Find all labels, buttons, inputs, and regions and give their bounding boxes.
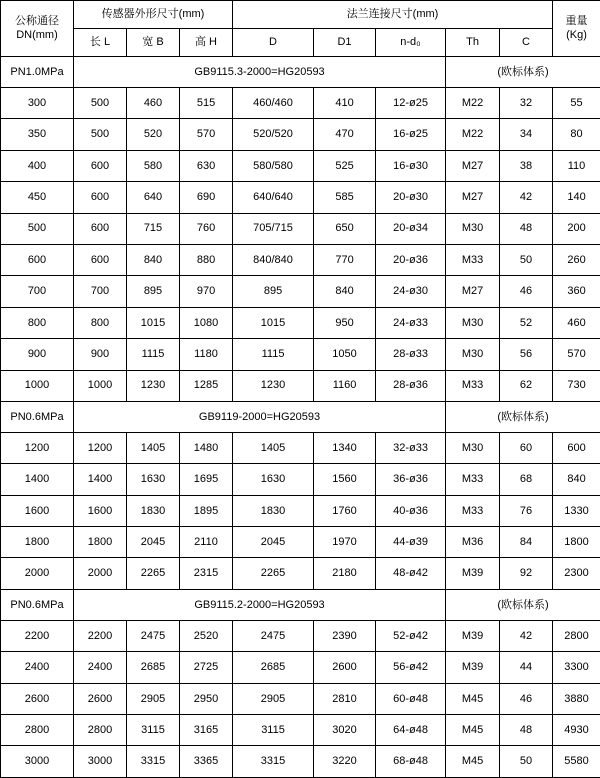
table-row	[1, 620, 600, 651]
table-row	[1, 150, 600, 181]
cell-height: 690	[180, 182, 233, 213]
cell-c: 92	[500, 558, 553, 589]
cell-bolt-holes: 28-ø36	[376, 370, 446, 401]
cell-d: 1405	[233, 432, 314, 463]
cell-c: 42	[500, 620, 553, 651]
header-group-sensor-dims: 传感器外形尺寸(mm)	[74, 1, 233, 29]
cell-width: 460	[127, 88, 180, 119]
header-dn-line2: DN(mm)	[1, 29, 73, 43]
cell-th: M27	[446, 150, 500, 181]
cell-width: 895	[127, 276, 180, 307]
section-header-row	[1, 401, 600, 432]
cell-d1: 3220	[314, 746, 376, 777]
cell-c: 48	[500, 715, 553, 746]
cell-c: 68	[500, 464, 553, 495]
cell-d: 1015	[233, 307, 314, 338]
cell-d: 895	[233, 276, 314, 307]
cell-d1: 525	[314, 150, 376, 181]
cell-d1: 1760	[314, 495, 376, 526]
cell-dn: 400	[1, 150, 74, 181]
cell-height: 2110	[180, 527, 233, 558]
cell-th: M22	[446, 88, 500, 119]
cell-d1: 950	[314, 307, 376, 338]
cell-bolt-holes: 40-ø36	[376, 495, 446, 526]
header-weight	[553, 1, 600, 57]
cell-c: 46	[500, 276, 553, 307]
cell-bolt-holes: 24-ø30	[376, 276, 446, 307]
cell-height: 1695	[180, 464, 233, 495]
cell-weight: 840	[553, 464, 600, 495]
cell-weight: 110	[553, 150, 600, 181]
cell-length: 1000	[74, 370, 127, 401]
cell-length: 800	[74, 307, 127, 338]
cell-length: 2200	[74, 620, 127, 651]
header-weight-line1: 重量	[553, 15, 600, 29]
cell-th: M36	[446, 527, 500, 558]
cell-d1: 1340	[314, 432, 376, 463]
cell-th: M30	[446, 339, 500, 370]
cell-d1: 1160	[314, 370, 376, 401]
table-row	[1, 683, 600, 714]
cell-height: 880	[180, 244, 233, 275]
cell-width: 2475	[127, 620, 180, 651]
cell-bolt-holes: 16-ø25	[376, 119, 446, 150]
cell-dn: 450	[1, 182, 74, 213]
cell-bolt-holes: 24-ø33	[376, 307, 446, 338]
cell-width: 3315	[127, 746, 180, 777]
cell-length: 2800	[74, 715, 127, 746]
table-row	[1, 527, 600, 558]
cell-length: 3000	[74, 746, 127, 777]
cell-c: 76	[500, 495, 553, 526]
cell-length: 2600	[74, 683, 127, 714]
cell-c: 52	[500, 307, 553, 338]
header-subcolumn-row	[1, 29, 600, 57]
cell-th: M27	[446, 276, 500, 307]
cell-dn: 1200	[1, 432, 74, 463]
table-row	[1, 495, 600, 526]
cell-height: 970	[180, 276, 233, 307]
table-row	[1, 213, 600, 244]
cell-bolt-holes: 20-ø34	[376, 213, 446, 244]
cell-c: 60	[500, 432, 553, 463]
cell-length: 600	[74, 150, 127, 181]
cell-length: 1800	[74, 527, 127, 558]
cell-th: M39	[446, 652, 500, 683]
cell-c: 48	[500, 213, 553, 244]
cell-c: 50	[500, 244, 553, 275]
section-note: (欧标体系)	[446, 401, 600, 432]
table-row	[1, 276, 600, 307]
section-pressure-label: PN1.0MPa	[1, 57, 74, 88]
cell-height: 630	[180, 150, 233, 181]
cell-length: 1400	[74, 464, 127, 495]
cell-c: 46	[500, 683, 553, 714]
cell-dn: 700	[1, 276, 74, 307]
cell-height: 515	[180, 88, 233, 119]
cell-height: 2315	[180, 558, 233, 589]
cell-d: 2905	[233, 683, 314, 714]
cell-d: 705/715	[233, 213, 314, 244]
cell-c: 50	[500, 746, 553, 777]
cell-weight: 570	[553, 339, 600, 370]
cell-length: 500	[74, 119, 127, 150]
cell-c: 56	[500, 339, 553, 370]
cell-th: M39	[446, 558, 500, 589]
cell-dn: 1600	[1, 495, 74, 526]
cell-th: M45	[446, 683, 500, 714]
cell-width: 640	[127, 182, 180, 213]
cell-weight: 200	[553, 213, 600, 244]
cell-d1: 2390	[314, 620, 376, 651]
cell-width: 1830	[127, 495, 180, 526]
cell-dn: 600	[1, 244, 74, 275]
cell-width: 1630	[127, 464, 180, 495]
cell-bolt-holes: 64-ø48	[376, 715, 446, 746]
section-header-row	[1, 57, 600, 88]
cell-th: M27	[446, 182, 500, 213]
header-group-row	[1, 1, 600, 29]
cell-length: 500	[74, 88, 127, 119]
cell-th: M33	[446, 370, 500, 401]
cell-th: M30	[446, 213, 500, 244]
cell-length: 600	[74, 182, 127, 213]
cell-d1: 3020	[314, 715, 376, 746]
cell-dn: 2600	[1, 683, 74, 714]
cell-width: 1230	[127, 370, 180, 401]
cell-width: 2265	[127, 558, 180, 589]
cell-c: 84	[500, 527, 553, 558]
cell-length: 1200	[74, 432, 127, 463]
cell-d: 2475	[233, 620, 314, 651]
cell-width: 2045	[127, 527, 180, 558]
table-row	[1, 746, 600, 777]
header-group-flange-dims: 法兰连接尺寸(mm)	[233, 1, 553, 29]
cell-width: 715	[127, 213, 180, 244]
cell-th: M22	[446, 119, 500, 150]
table-row	[1, 370, 600, 401]
cell-height: 1895	[180, 495, 233, 526]
cell-dn: 900	[1, 339, 74, 370]
cell-width: 1405	[127, 432, 180, 463]
cell-d: 2045	[233, 527, 314, 558]
section-note: (欧标体系)	[446, 57, 600, 88]
header-col-bolt-holes: n-d₀	[376, 29, 446, 57]
cell-weight: 4930	[553, 715, 600, 746]
section-standard: GB9115.2-2000=HG20593	[74, 589, 446, 620]
cell-th: M39	[446, 620, 500, 651]
cell-weight: 3880	[553, 683, 600, 714]
table-row	[1, 432, 600, 463]
cell-d1: 1050	[314, 339, 376, 370]
cell-d: 460/460	[233, 88, 314, 119]
header-weight-line2: (Kg)	[553, 29, 600, 43]
section-standard: GB9115.3-2000=HG20593	[74, 57, 446, 88]
cell-d: 3115	[233, 715, 314, 746]
cell-height: 570	[180, 119, 233, 150]
cell-bolt-holes: 16-ø30	[376, 150, 446, 181]
cell-c: 32	[500, 88, 553, 119]
cell-th: M45	[446, 746, 500, 777]
cell-d1: 2600	[314, 652, 376, 683]
cell-d: 2265	[233, 558, 314, 589]
cell-height: 1285	[180, 370, 233, 401]
cell-weight: 140	[553, 182, 600, 213]
cell-th: M33	[446, 244, 500, 275]
cell-d1: 1970	[314, 527, 376, 558]
cell-d: 1230	[233, 370, 314, 401]
cell-d1: 2810	[314, 683, 376, 714]
cell-dn: 800	[1, 307, 74, 338]
cell-d: 640/640	[233, 182, 314, 213]
cell-bolt-holes: 20-ø36	[376, 244, 446, 275]
cell-dn: 2800	[1, 715, 74, 746]
cell-d1: 650	[314, 213, 376, 244]
cell-d: 1115	[233, 339, 314, 370]
header-col-c: C	[500, 29, 553, 57]
section-note: (欧标体系)	[446, 589, 600, 620]
cell-bolt-holes: 52-ø42	[376, 620, 446, 651]
cell-width: 1115	[127, 339, 180, 370]
table-body	[1, 1, 600, 778]
cell-height: 760	[180, 213, 233, 244]
cell-weight: 260	[553, 244, 600, 275]
section-header-row	[1, 589, 600, 620]
cell-c: 44	[500, 652, 553, 683]
cell-length: 1600	[74, 495, 127, 526]
cell-dn: 1800	[1, 527, 74, 558]
header-col-th: Th	[446, 29, 500, 57]
header-col-length: 长 L	[74, 29, 127, 57]
cell-d1: 1560	[314, 464, 376, 495]
cell-dn: 1000	[1, 370, 74, 401]
cell-width: 1015	[127, 307, 180, 338]
cell-bolt-holes: 28-ø33	[376, 339, 446, 370]
cell-bolt-holes: 56-ø42	[376, 652, 446, 683]
table-row	[1, 88, 600, 119]
header-dn	[1, 1, 74, 57]
cell-d1: 470	[314, 119, 376, 150]
cell-height: 2950	[180, 683, 233, 714]
cell-height: 2725	[180, 652, 233, 683]
header-col-height: 高 H	[180, 29, 233, 57]
cell-bolt-holes: 44-ø39	[376, 527, 446, 558]
cell-height: 2520	[180, 620, 233, 651]
cell-weight: 3300	[553, 652, 600, 683]
cell-width: 580	[127, 150, 180, 181]
cell-length: 600	[74, 244, 127, 275]
cell-dn: 2200	[1, 620, 74, 651]
cell-d: 1830	[233, 495, 314, 526]
section-standard: GB9119-2000=HG20593	[74, 401, 446, 432]
cell-d: 3315	[233, 746, 314, 777]
cell-d1: 770	[314, 244, 376, 275]
cell-th: M30	[446, 432, 500, 463]
cell-weight: 1800	[553, 527, 600, 558]
cell-c: 34	[500, 119, 553, 150]
cell-height: 3365	[180, 746, 233, 777]
cell-weight: 730	[553, 370, 600, 401]
table-row	[1, 339, 600, 370]
cell-dn: 3000	[1, 746, 74, 777]
cell-weight: 5580	[553, 746, 600, 777]
cell-dn: 500	[1, 213, 74, 244]
header-col-d1: D1	[314, 29, 376, 57]
table-row	[1, 558, 600, 589]
cell-weight: 2800	[553, 620, 600, 651]
cell-weight: 2300	[553, 558, 600, 589]
cell-c: 42	[500, 182, 553, 213]
cell-d1: 585	[314, 182, 376, 213]
cell-width: 520	[127, 119, 180, 150]
cell-bolt-holes: 68-ø48	[376, 746, 446, 777]
table-row	[1, 307, 600, 338]
cell-width: 3115	[127, 715, 180, 746]
cell-weight: 360	[553, 276, 600, 307]
cell-d: 580/580	[233, 150, 314, 181]
cell-length: 2000	[74, 558, 127, 589]
cell-length: 600	[74, 213, 127, 244]
cell-height: 1080	[180, 307, 233, 338]
cell-th: M45	[446, 715, 500, 746]
header-col-width: 宽 B	[127, 29, 180, 57]
table-row	[1, 464, 600, 495]
cell-width: 2905	[127, 683, 180, 714]
section-pressure-label: PN0.6MPa	[1, 589, 74, 620]
header-dn-line1: 公称通径	[1, 15, 73, 29]
cell-length: 700	[74, 276, 127, 307]
cell-bolt-holes: 20-ø30	[376, 182, 446, 213]
cell-th: M33	[446, 464, 500, 495]
cell-dn: 1400	[1, 464, 74, 495]
table-row	[1, 652, 600, 683]
cell-d1: 840	[314, 276, 376, 307]
cell-weight: 55	[553, 88, 600, 119]
cell-height: 3165	[180, 715, 233, 746]
section-pressure-label: PN0.6MPa	[1, 401, 74, 432]
cell-length: 900	[74, 339, 127, 370]
cell-d: 2685	[233, 652, 314, 683]
cell-bolt-holes: 32-ø33	[376, 432, 446, 463]
cell-height: 1480	[180, 432, 233, 463]
cell-weight: 80	[553, 119, 600, 150]
table-row	[1, 119, 600, 150]
table-row	[1, 244, 600, 275]
cell-th: M30	[446, 307, 500, 338]
cell-weight: 600	[553, 432, 600, 463]
cell-dn: 300	[1, 88, 74, 119]
cell-d1: 410	[314, 88, 376, 119]
cell-width: 840	[127, 244, 180, 275]
cell-th: M33	[446, 495, 500, 526]
table-row	[1, 715, 600, 746]
cell-weight: 1330	[553, 495, 600, 526]
cell-weight: 460	[553, 307, 600, 338]
cell-dn: 350	[1, 119, 74, 150]
cell-c: 62	[500, 370, 553, 401]
header-col-d: D	[233, 29, 314, 57]
cell-d: 840/840	[233, 244, 314, 275]
cell-bolt-holes: 60-ø48	[376, 683, 446, 714]
cell-d: 520/520	[233, 119, 314, 150]
cell-height: 1180	[180, 339, 233, 370]
cell-width: 2685	[127, 652, 180, 683]
cell-d1: 2180	[314, 558, 376, 589]
cell-dn: 2400	[1, 652, 74, 683]
table-row	[1, 182, 600, 213]
cell-d: 1630	[233, 464, 314, 495]
cell-bolt-holes: 12-ø25	[376, 88, 446, 119]
cell-dn: 2000	[1, 558, 74, 589]
cell-bolt-holes: 36-ø36	[376, 464, 446, 495]
cell-c: 38	[500, 150, 553, 181]
cell-bolt-holes: 48-ø42	[376, 558, 446, 589]
cell-length: 2400	[74, 652, 127, 683]
